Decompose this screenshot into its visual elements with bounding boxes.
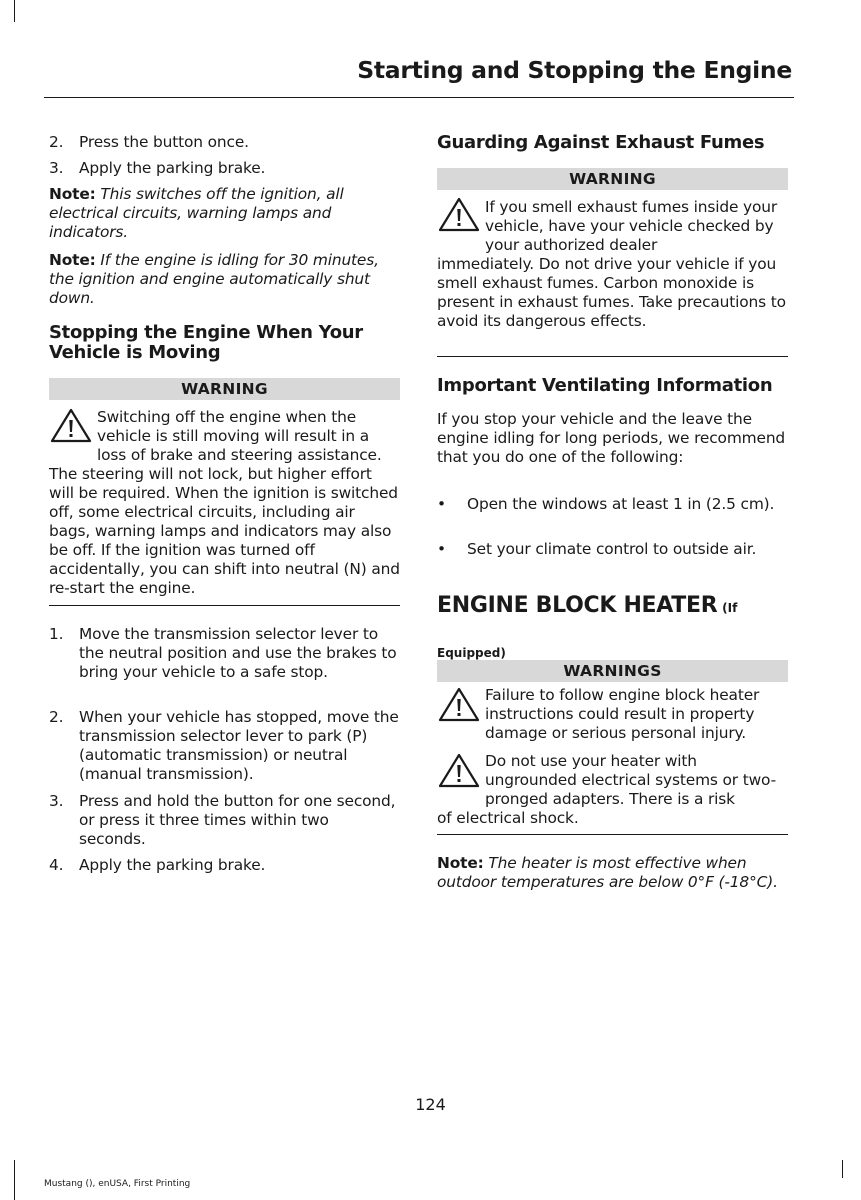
right-column bbox=[437, 0, 788, 1200]
paragraph: If you stop your vehicle and the leave the engine idling for long periods, we recommend that you do one of the following: bbox=[437, 410, 786, 466]
list-text: Press the button once. bbox=[79, 133, 249, 151]
list-number: 1. bbox=[49, 625, 64, 643]
warning-text bbox=[437, 752, 788, 828]
bullet-dot: • bbox=[437, 495, 446, 513]
bullet-dot: • bbox=[437, 540, 446, 558]
page-title: Starting and Stopping the Engine bbox=[357, 56, 792, 84]
list-number: 3. bbox=[49, 792, 64, 810]
footer-text: Mustang (), enUSA, First Printing bbox=[44, 1179, 191, 1189]
warning-text-indented: Failure to follow engine block heater instructions could result in property damage or serious personal injury. bbox=[485, 686, 760, 742]
warning-text bbox=[49, 408, 400, 598]
list-text: Apply the parking brake. bbox=[79, 159, 266, 177]
bullet-text: Set your climate control to outside air. bbox=[467, 540, 757, 558]
section-heading: Important Ventilating Information bbox=[437, 375, 773, 396]
section-heading: Guarding Against Exhaust Fumes bbox=[437, 132, 765, 153]
warning-bar: WARNING bbox=[437, 168, 788, 190]
list-text: When your vehicle has stopped, move the transmission selector lever to park (P) (automatic transmission) or neutral (manual transmission). bbox=[79, 708, 399, 783]
warning-text-indented: Do not use your heater with ungrounded electrical systems or two-pronged adapters. There is a risk bbox=[485, 752, 776, 808]
note-label: Note: bbox=[49, 251, 96, 269]
note bbox=[49, 185, 400, 242]
list-number: 2. bbox=[49, 133, 64, 151]
chapter-heading-text: ENGINE BLOCK HEATER bbox=[437, 593, 718, 618]
crop-mark-top-left bbox=[14, 0, 15, 22]
note bbox=[49, 251, 400, 308]
section-heading: Stopping the Engine When Your Vehicle is Moving bbox=[49, 322, 363, 363]
section-rule bbox=[437, 356, 788, 357]
crop-mark-bottom-right bbox=[842, 1160, 843, 1178]
list-number: 2. bbox=[49, 708, 64, 726]
list-text: Move the transmission selector lever to the neutral position and use the brakes to bring your vehicle to a safe stop. bbox=[79, 625, 397, 681]
section-rule bbox=[437, 834, 788, 835]
warning-text-rest: of electrical shock. bbox=[437, 809, 579, 827]
note-label: Note: bbox=[437, 854, 484, 872]
warning-bar: WARNINGS bbox=[437, 660, 788, 682]
list-text: Apply the parking brake. bbox=[79, 856, 266, 874]
list-text: Press and hold the button for one second, or press it three times within two seconds. bbox=[79, 792, 396, 848]
list-number: 4. bbox=[49, 856, 64, 874]
warning-text bbox=[437, 686, 788, 743]
warning-bar: WARNING bbox=[49, 378, 400, 400]
page-number: 124 bbox=[415, 1095, 446, 1114]
warning-text-indented: Switching off the engine when the vehicle is still moving will result in a loss of brake and steering assistance. bbox=[97, 408, 382, 464]
note bbox=[437, 854, 788, 892]
warning-text-rest: immediately. Do not drive your vehicle if you smell exhaust fumes. Carbon monoxide is present in exhaust fumes. Take precautions to avoid its dangerous effects. bbox=[437, 255, 786, 330]
bullet-text: Open the windows at least 1 in (2.5 cm). bbox=[467, 495, 775, 513]
warning-text-rest: The steering will not lock, but higher effort will be required. When the ignition is switched off, some electrical circuits, including air bags, warning lamps and indicators may also be off. If the ignition was turned off accidentally, you can shift into neutral (N) and re-start the engine. bbox=[49, 465, 400, 597]
section-rule bbox=[49, 605, 400, 606]
chapter-heading-note: (If Equipped) bbox=[437, 601, 738, 660]
crop-mark-bottom-left bbox=[14, 1160, 15, 1200]
warning-text bbox=[437, 198, 788, 331]
note-label: Note: bbox=[49, 185, 96, 203]
note-text: If the engine is idling for 30 minutes, the ignition and engine automatically shut down. bbox=[49, 251, 379, 307]
left-column bbox=[49, 0, 400, 1200]
list-number: 3. bbox=[49, 159, 64, 177]
note-text: This switches off the ignition, all electrical circuits, warning lamps and indicators. bbox=[49, 185, 344, 241]
warning-text-indented: If you smell exhaust fumes inside your vehicle, have your vehicle checked by your authorized dealer bbox=[485, 198, 778, 254]
note-text: The heater is most effective when outdoor temperatures are below 0°F (-18°C). bbox=[437, 854, 778, 891]
